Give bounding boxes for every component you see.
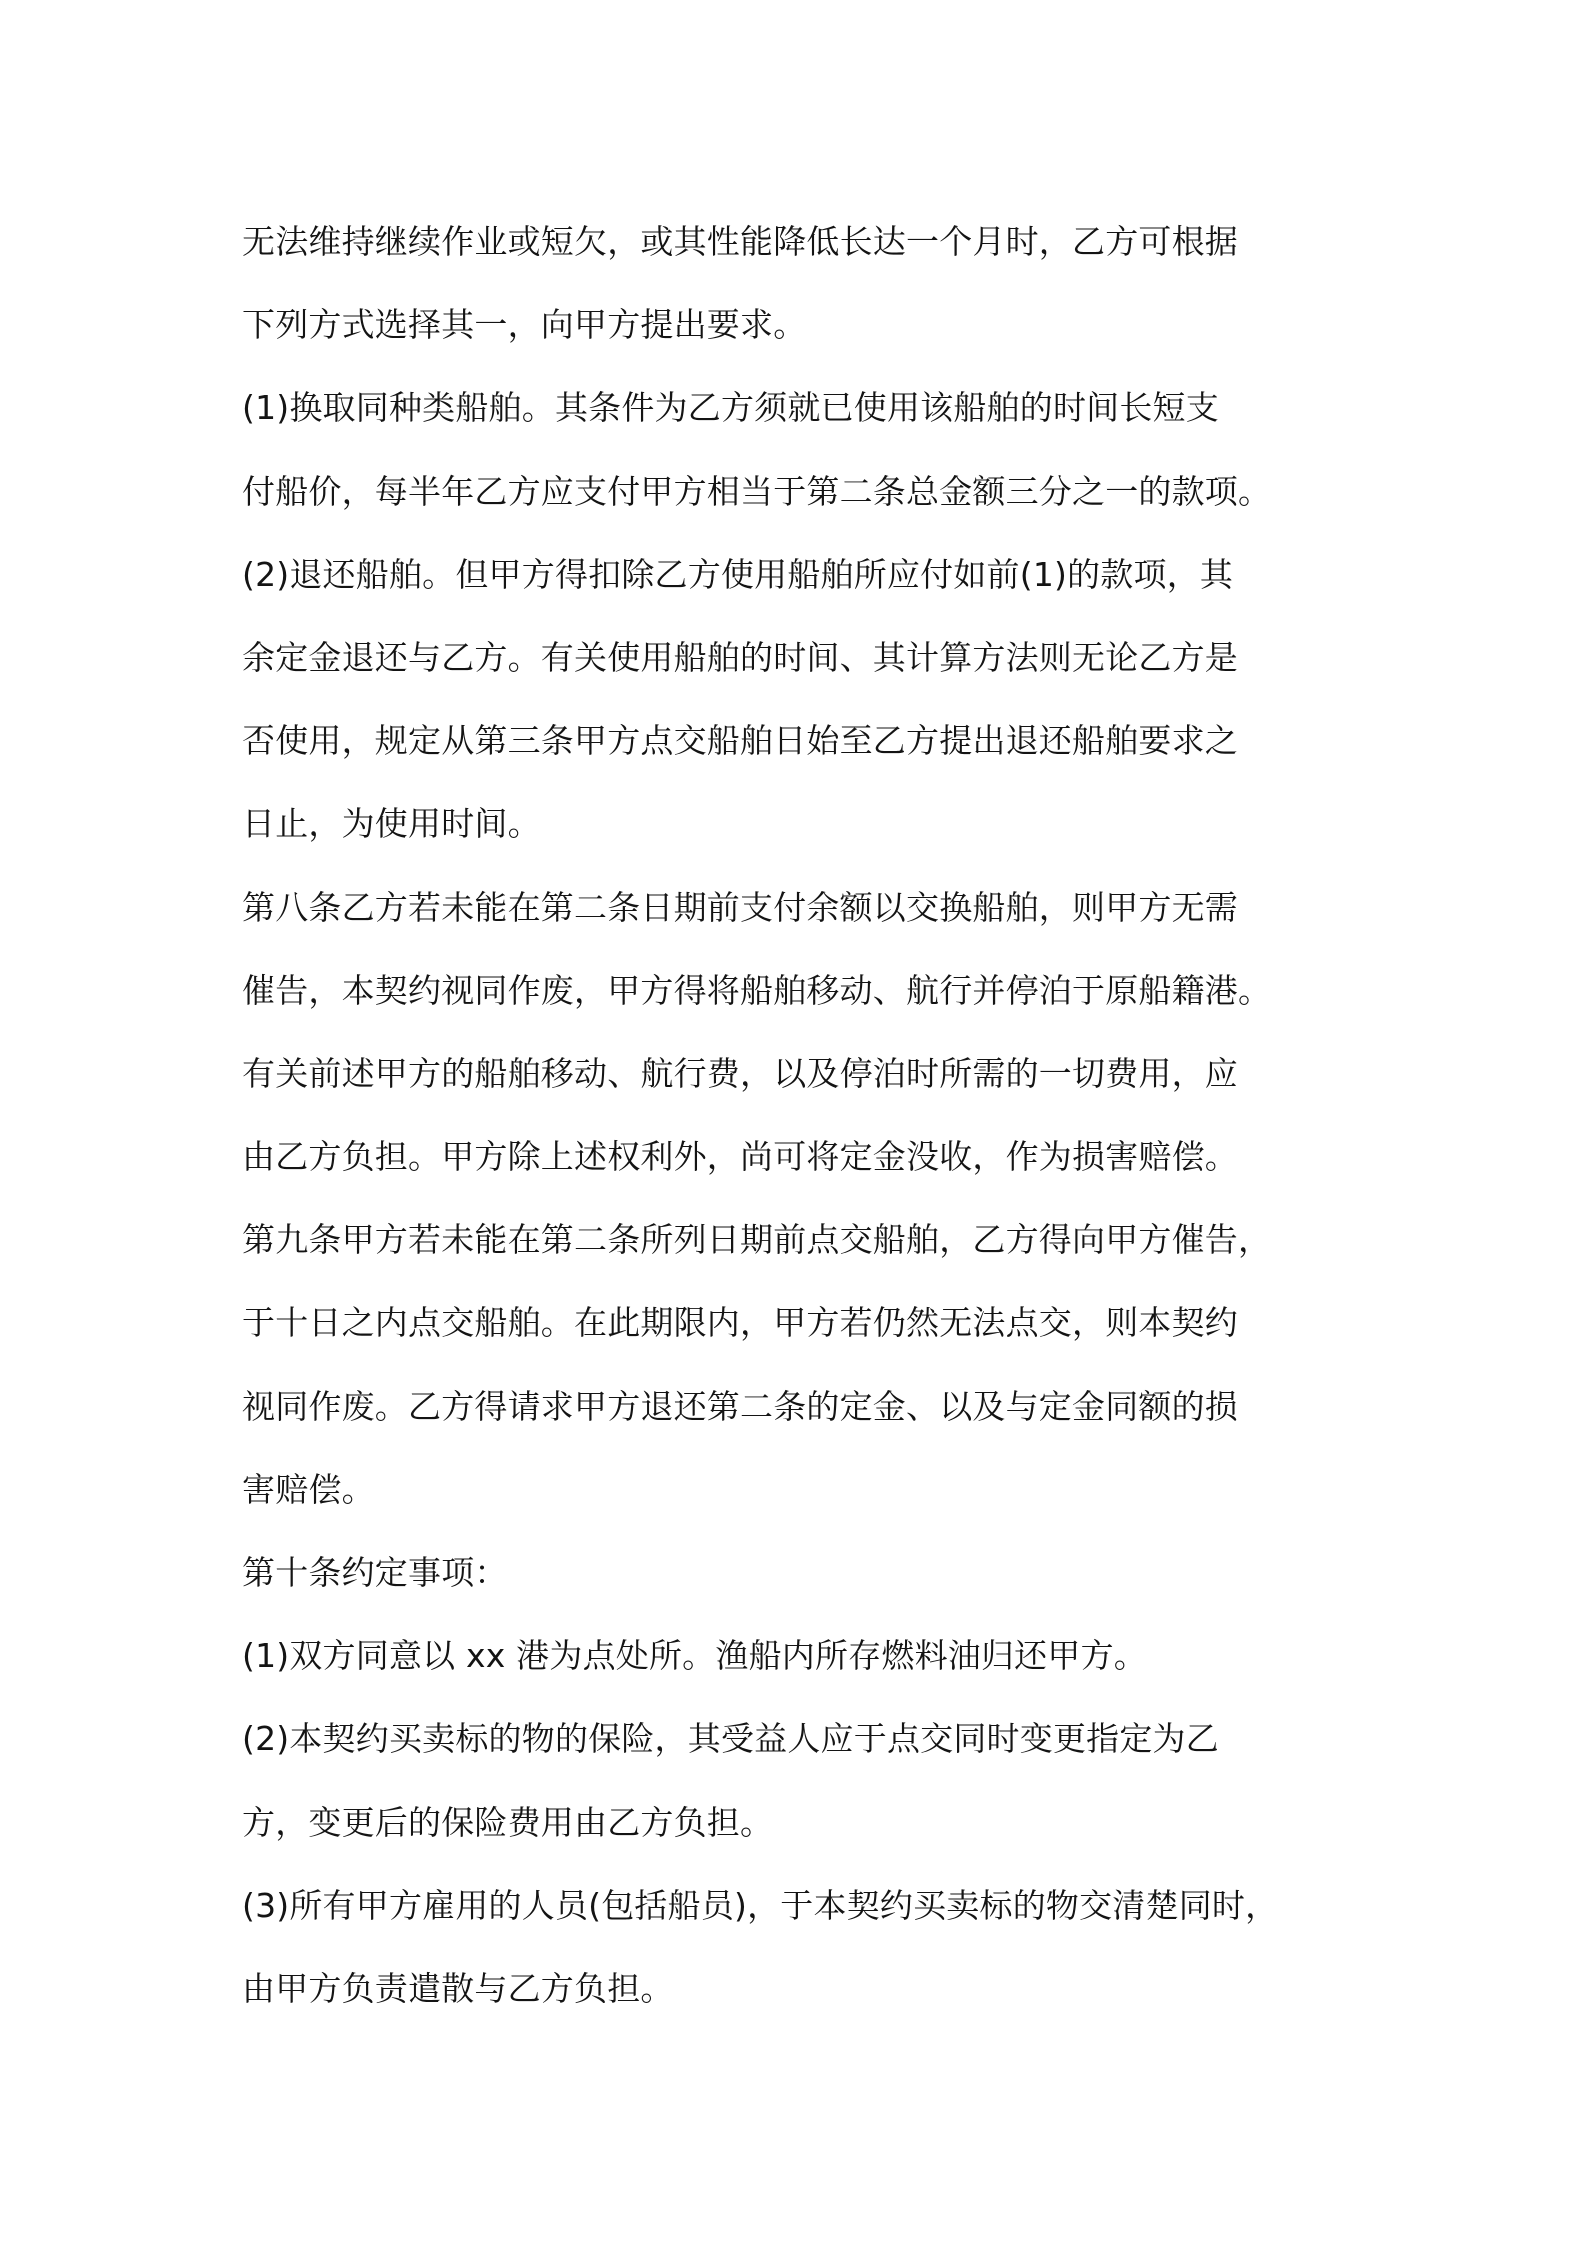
text-line: 第九条甲方若未能在第二条所列日期前点交船舶，乙方得向甲方催告， [242,1220,1272,1260]
text-line: 催告，本契约视同作废，甲方得将船舶移动、航行并停泊于原船籍港。 [242,970,1272,1010]
text-line: (3)所有甲方雇用的人员(包括船员)，于本契约买卖标的物交清楚同时， [242,1885,1279,1925]
text-line: 日止，为使用时间。 [242,804,541,844]
text-line: 视同作废。乙方得请求甲方退还第二条的定金、以及与定金同额的损 [242,1386,1238,1426]
text-line: 方，变更后的保险费用由乙方负担。 [242,1802,774,1842]
text-line: 害赔偿。 [242,1469,375,1509]
text-line: 否使用，规定从第三条甲方点交船舶日始至乙方提出退还船舶要求之 [242,721,1238,761]
text-line: 余定金退还与乙方。有关使用船舶的时间、其计算方法则无论乙方是 [242,637,1238,677]
text-line: 第八条乙方若未能在第二条日期前支付余额以交换船舶，则甲方无需 [242,887,1238,927]
text-line: 下列方式选择其一，向甲方提出要求。 [242,305,807,345]
text-line: 由乙方负担。甲方除上述权利外，尚可将定金没收，作为损害赔偿。 [242,1137,1238,1177]
text-line: (1)双方同意以 xx 港为点处所。渔船内所存燃料油归还甲方。 [242,1636,1147,1676]
text-line: (2)退还船舶。但甲方得扣除乙方使用船舶所应付如前(1)的款项，其 [242,554,1234,594]
document-body [242,200,1402,2030]
text-line: (2)本契约买卖标的物的保险，其受益人应于点交同时变更指定为乙 [242,1719,1219,1759]
text-line: (1)换取同种类船舶。其条件为乙方须就已使用该船舶的时间长短支 [242,388,1219,428]
text-line: 第十条约定事项： [242,1553,508,1592]
text-line: 有关前述甲方的船舶移动、航行费，以及停泊时所需的一切费用，应 [242,1053,1238,1093]
text-line: 由甲方负责遣散与乙方负担。 [242,1968,674,2008]
text-line: 付船价，每半年乙方应支付甲方相当于第二条总金额三分之一的款项。 [242,471,1272,511]
text-line: 于十日之内点交船舶。在此期限内，甲方若仍然无法点交，则本契约 [242,1303,1238,1343]
text-line: 无法维持继续作业或短欠，或其性能降低长达一个月时，乙方可根据 [242,222,1238,261]
